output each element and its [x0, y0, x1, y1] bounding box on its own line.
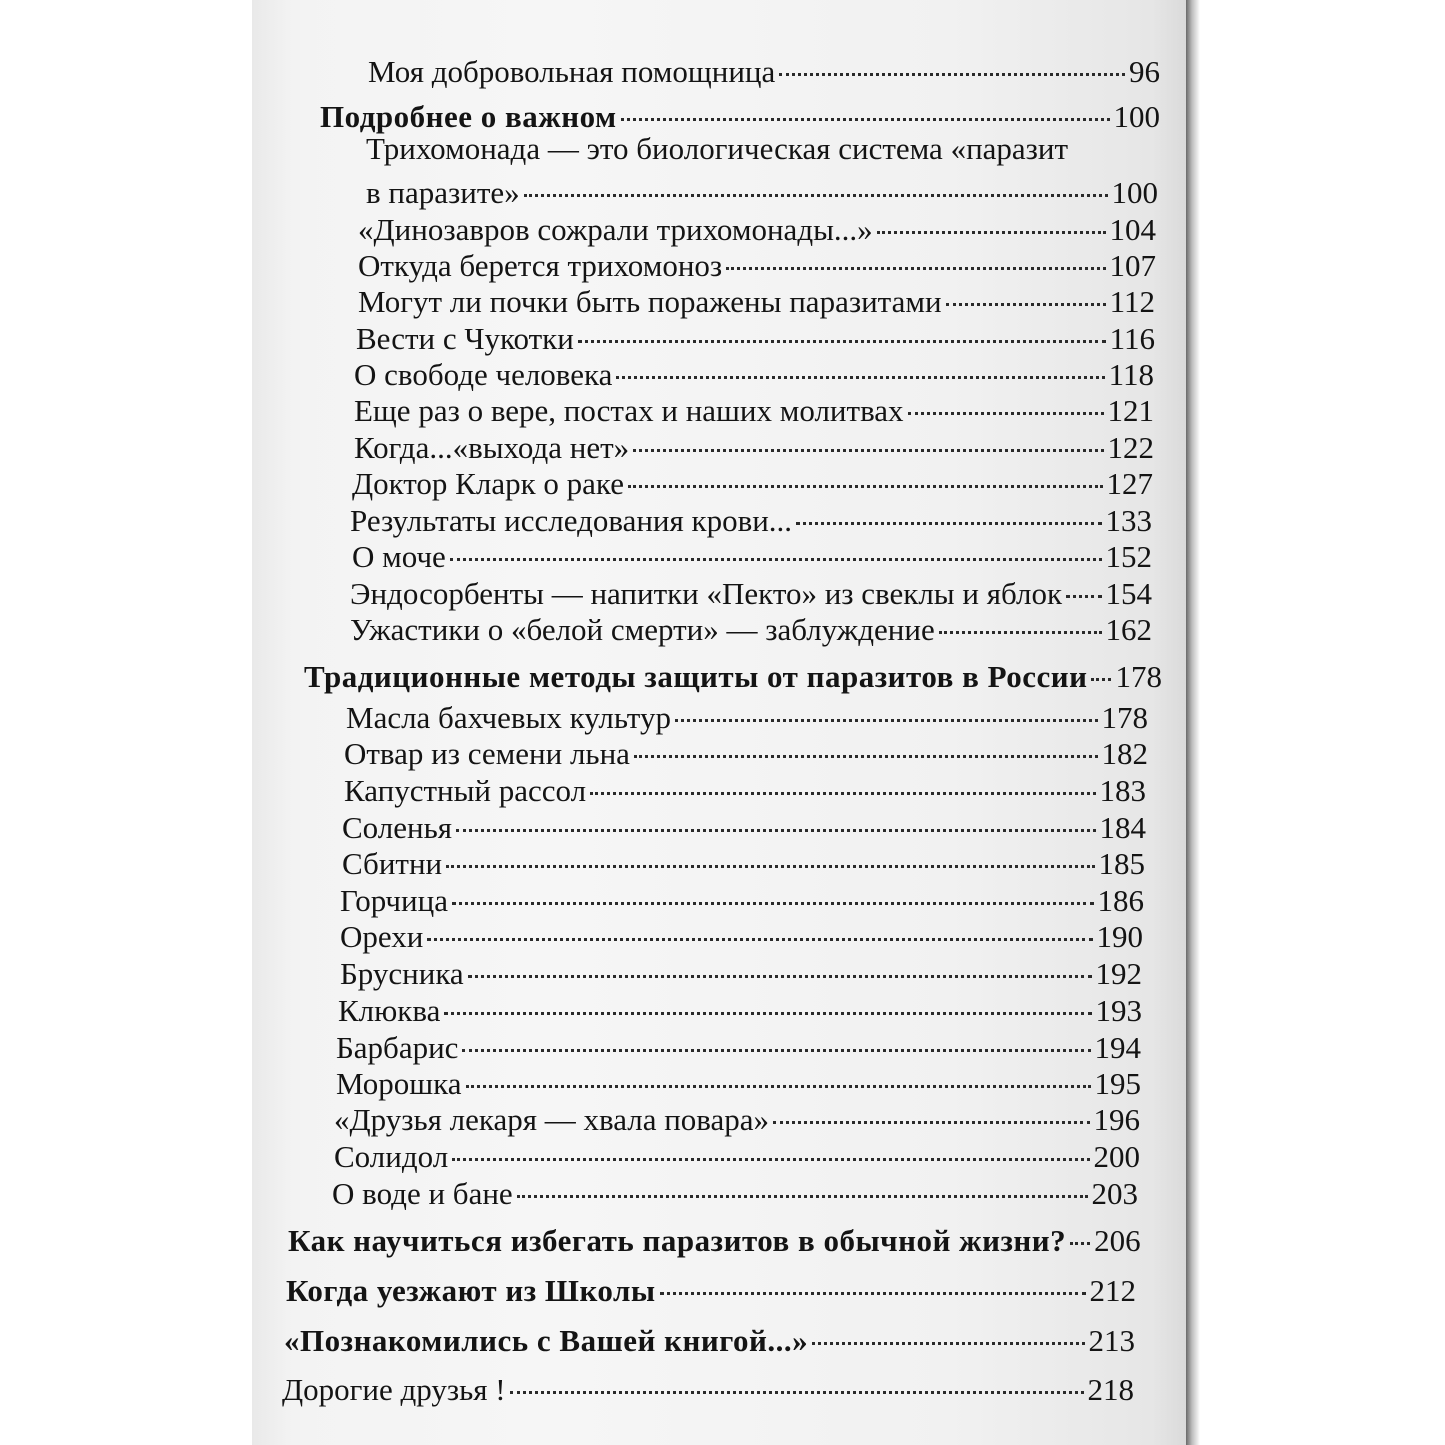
page-edge-shadow	[1186, 0, 1445, 1445]
toc-page-number: 185	[1098, 846, 1145, 881]
dot-leader	[444, 1012, 1091, 1015]
toc-entry	[342, 811, 1146, 845]
dot-leader	[660, 1292, 1086, 1295]
toc-entry	[342, 847, 1145, 881]
dot-leader	[578, 340, 1106, 343]
toc-entry	[358, 213, 1156, 247]
toc-entry-title: Эндосорбенты — напитки «Пекто» из свеклы и яблок	[350, 576, 1063, 611]
toc-entry-title: «Динозавров сожрали трихомонады...»	[358, 212, 873, 247]
dot-leader	[452, 902, 1094, 905]
dot-leader	[877, 231, 1106, 234]
dot-leader	[726, 267, 1105, 270]
toc-page-number: 116	[1109, 321, 1155, 356]
toc-heading-title: «Познакомились с Вашей книгой...»	[284, 1323, 809, 1358]
toc-page-number: 206	[1094, 1223, 1141, 1258]
toc-entry-title: Соленья	[342, 810, 452, 845]
toc-entry-title: «Друзья лекаря — хвала повара»	[334, 1102, 770, 1137]
toc-entry	[366, 132, 1158, 210]
toc-page-number: 100	[1113, 99, 1160, 134]
dot-leader	[462, 1049, 1090, 1052]
toc-page-number: 203	[1091, 1176, 1138, 1211]
toc-page-number: 212	[1089, 1273, 1136, 1308]
dot-leader	[675, 719, 1098, 722]
toc-entry	[338, 994, 1142, 1028]
toc-entry	[350, 577, 1152, 611]
toc-entry-title: О моче	[352, 539, 446, 574]
toc-entry-title: Ужастики о «белой смерти» — заблуждение	[350, 612, 935, 647]
toc-entry	[336, 1031, 1141, 1065]
toc-entry	[354, 394, 1154, 428]
dot-leader	[812, 1342, 1084, 1345]
toc-entry	[358, 249, 1156, 283]
toc-entry-title: О воде и бане	[332, 1176, 513, 1211]
toc-section-heading	[286, 1274, 1136, 1308]
toc-page-number: 182	[1101, 736, 1148, 771]
toc-entry	[346, 701, 1148, 735]
toc-entry	[356, 322, 1155, 356]
toc-entry-title: Клюква	[338, 993, 441, 1028]
toc-entry-title: Барбарис	[336, 1030, 459, 1065]
toc-entry-title: Морошка	[336, 1066, 462, 1101]
toc-entry-title: Результаты исследования крови...	[350, 503, 793, 538]
dot-leader	[634, 755, 1098, 758]
dot-leader	[466, 1085, 1091, 1088]
toc-entry-title: Капустный рассол	[344, 773, 587, 808]
toc-entry-title: Когда...«выхода нет»	[354, 430, 630, 465]
toc-section-heading	[284, 1324, 1135, 1358]
toc-entry	[344, 737, 1148, 771]
toc-page-number: 186	[1097, 883, 1144, 918]
toc-section-heading	[320, 100, 1160, 134]
toc-page-number: 107	[1109, 248, 1156, 283]
toc-page-number: 213	[1088, 1323, 1135, 1358]
toc-page-number: 162	[1105, 612, 1152, 647]
toc-entry	[352, 467, 1153, 501]
toc-entry-title: Дорогие друзья !	[282, 1372, 506, 1407]
toc-page-number: 178	[1115, 659, 1162, 694]
dot-leader	[1070, 1242, 1090, 1245]
dot-leader	[456, 829, 1096, 832]
toc-page-number: 154	[1105, 576, 1152, 611]
dot-leader	[946, 303, 1106, 306]
toc-page-number: 133	[1105, 503, 1152, 538]
toc-page-number: 200	[1093, 1139, 1140, 1174]
toc-entry-title: Откуда берется трихомоноз	[358, 248, 723, 283]
toc-entry-title: Брусника	[340, 956, 464, 991]
toc-page-number: 184	[1099, 810, 1146, 845]
toc-page-number: 178	[1101, 700, 1148, 735]
dot-leader	[450, 558, 1102, 561]
toc-entry	[352, 540, 1152, 574]
toc-page-number: 118	[1108, 357, 1154, 392]
toc-entry	[332, 1177, 1138, 1211]
toc-entry	[340, 920, 1143, 954]
toc-page-number: 194	[1094, 1030, 1141, 1065]
toc-page-number: 121	[1107, 393, 1154, 428]
toc-page-number: 112	[1109, 284, 1155, 319]
toc-entry	[358, 285, 1155, 319]
dot-leader	[628, 485, 1103, 488]
dot-leader	[468, 975, 1092, 978]
toc-entry-title: Еще раз о вере, постах и наших молитвах	[354, 393, 904, 428]
dot-leader	[773, 1121, 1089, 1124]
dot-leader	[446, 865, 1094, 868]
dot-leader	[427, 938, 1092, 941]
dot-leader	[796, 522, 1101, 525]
toc-entry	[368, 55, 1160, 89]
toc-entry	[340, 884, 1144, 918]
toc-entry-title: Орехи	[340, 919, 424, 954]
toc-page-number: 192	[1095, 956, 1142, 991]
toc-page-number: 195	[1094, 1066, 1141, 1101]
toc-page-number: 104	[1109, 212, 1156, 247]
dot-leader	[908, 412, 1104, 415]
dot-leader	[452, 1158, 1089, 1161]
toc-entry	[336, 1067, 1141, 1101]
toc-page-number: 152	[1105, 539, 1152, 574]
toc-entry-title: Отвар из семени льна	[344, 736, 630, 771]
toc-section-heading	[304, 659, 1162, 694]
toc-entry-title: О свободе человека	[354, 357, 613, 392]
toc-entry-title: Моя добровольная помощница	[368, 54, 776, 89]
toc-heading-title: Как научиться избегать паразитов в обычной жизни?	[288, 1223, 1067, 1258]
toc-section-heading	[288, 1223, 1141, 1258]
left-margin	[0, 0, 252, 1445]
toc-entry-title: Масла бахчевых культур	[346, 700, 671, 735]
toc-entry-title-continued: в паразите»	[366, 175, 520, 210]
toc-heading-title: Когда уезжают из Школы	[286, 1273, 656, 1308]
toc-page-number: 100	[1111, 175, 1158, 210]
dot-leader	[779, 73, 1125, 76]
toc-entry	[350, 504, 1152, 538]
dot-leader	[517, 1195, 1088, 1198]
toc-entry-title: Трихомонада — это биологическая система «паразит	[366, 131, 1069, 166]
dot-leader	[524, 194, 1108, 197]
dot-leader	[510, 1391, 1084, 1394]
dot-leader	[633, 449, 1103, 452]
dot-leader	[590, 792, 1095, 795]
toc-page-number: 193	[1095, 993, 1142, 1028]
toc-entry-title: Солидол	[334, 1139, 449, 1174]
dot-leader	[621, 118, 1110, 121]
toc-entry	[334, 1103, 1140, 1137]
toc-entry	[282, 1373, 1134, 1407]
dot-leader	[1091, 678, 1111, 681]
dot-leader	[1066, 595, 1101, 598]
toc-entry-title: Могут ли почки быть поражены паразитами	[358, 284, 942, 319]
toc-page-number: 96	[1129, 54, 1160, 89]
toc-entry-title: Вести с Чукотки	[356, 321, 574, 356]
toc-entry-title: Горчица	[340, 883, 448, 918]
toc-entry	[340, 957, 1142, 991]
toc-heading-title: Подробнее о важном	[320, 99, 617, 134]
toc-page-number: 127	[1106, 466, 1153, 501]
toc-entry	[344, 774, 1146, 808]
toc-page-number: 196	[1093, 1102, 1140, 1137]
toc-entry	[334, 1140, 1140, 1174]
dot-leader	[939, 631, 1102, 634]
toc-page-number: 190	[1096, 919, 1143, 954]
toc-page-number: 122	[1107, 430, 1154, 465]
toc-page-number: 218	[1087, 1372, 1134, 1407]
toc-entry-title: Сбитни	[342, 846, 443, 881]
dot-leader	[616, 376, 1104, 379]
toc-heading-title: Традиционные методы защиты от паразитов в России	[304, 659, 1088, 694]
toc-entry	[354, 431, 1154, 465]
toc-entry-title: Доктор Кларк о раке	[352, 466, 624, 501]
toc-page-number: 183	[1099, 773, 1146, 808]
toc-entry	[354, 358, 1154, 392]
toc-entry	[350, 613, 1152, 647]
